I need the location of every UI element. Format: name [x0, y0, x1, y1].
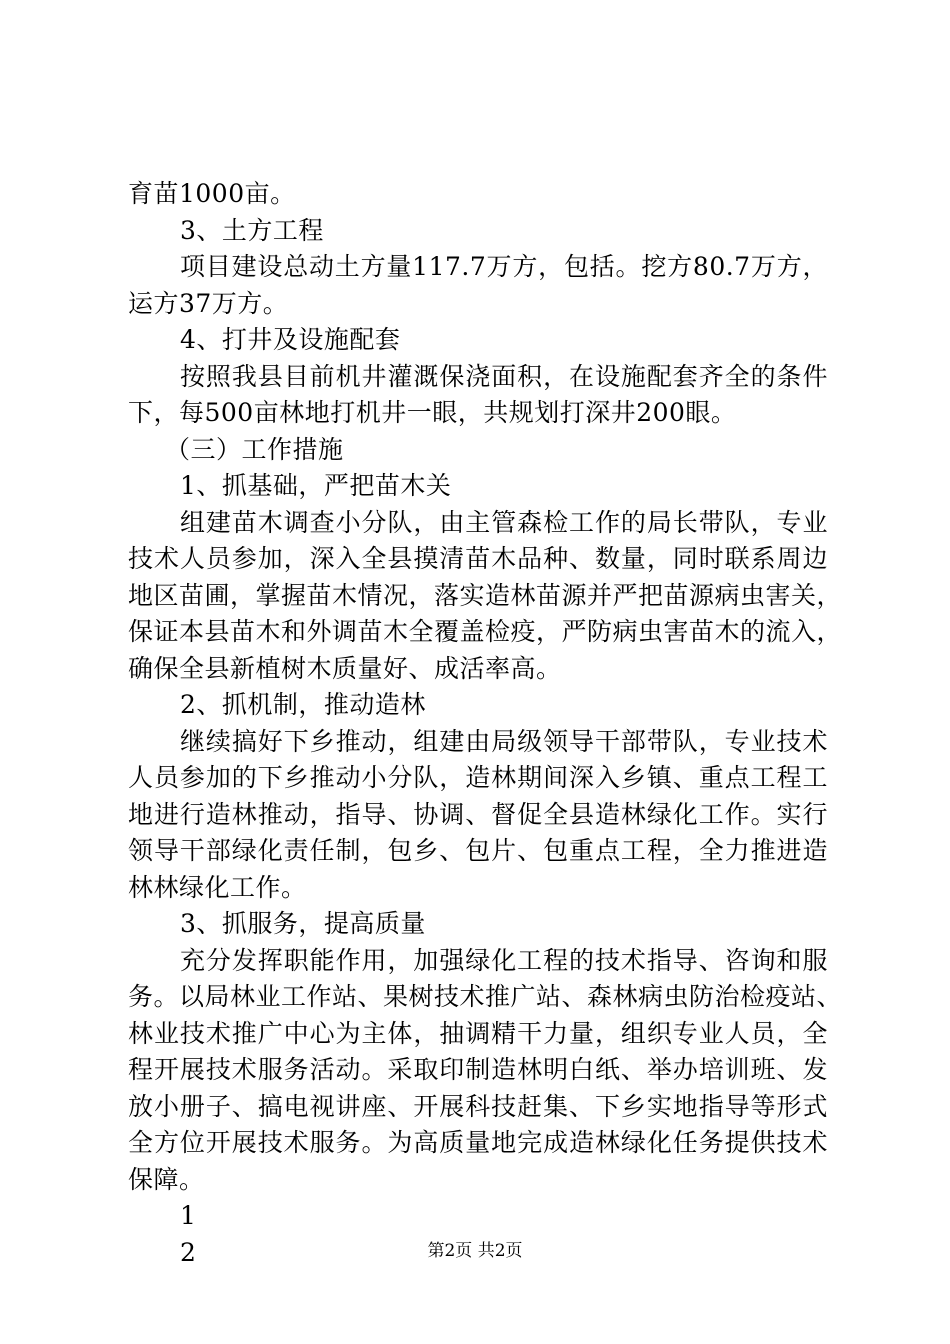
text-line: 全方位开展技术服务。为高质量地完成造林绿化任务提供技术 — [128, 1128, 828, 1157]
text-line: 充分发挥职能作用，加强绿化工程的技术指导、咨询和服 — [180, 945, 828, 975]
text-line: 林林绿化工作。 — [128, 872, 307, 902]
section-heading: 1、抓基础，严把苗木关 — [180, 471, 452, 500]
text-line: 领导干部绿化责任制，包乡、包片、包重点工程，全力推进造 — [128, 836, 828, 865]
section-heading: 2、抓机制，推动造林 — [180, 690, 426, 719]
section-heading: 4、打井及设施配套 — [180, 325, 401, 354]
text-line: 地区苗圃，掌握苗木情况，落实造林苗源并严把苗源病虫害关， — [128, 580, 843, 610]
text-line: 育苗1000亩。 — [128, 179, 296, 208]
text-line: 保障。 — [128, 1164, 205, 1194]
text-line: 运方37万方。 — [128, 288, 289, 318]
page-footer — [0, 1241, 950, 1261]
text-line: 项目建设总动土方量117.7万方，包括。挖方80.7万方， — [180, 252, 828, 281]
text-line: 人员参加的下乡推动小分队，造林期间深入乡镇、重点工程工 — [128, 763, 828, 792]
page-number: 第2页 共2页 — [427, 1241, 523, 1261]
text-line: 确保全县新植树木质量好、成活率高。 — [128, 653, 562, 683]
section-heading: 3、抓服务，提高质量 — [180, 909, 426, 938]
text-line: 程开展技术服务活动。采取印制造林明白纸、举办培训班、发 — [128, 1055, 828, 1084]
text-line: 下，每500亩林地打机井一眼，共规划打深井200眼。 — [128, 398, 737, 427]
text-line: 继续搞好下乡推动，组建由局级领导干部带队，专业技术 — [180, 726, 828, 756]
text-line: 地进行造林推动，指导、协调、督促全县造林绿化工作。实行 — [128, 799, 828, 829]
section-heading: 3、土方工程 — [180, 215, 324, 245]
text-line: 2 — [180, 1237, 197, 1267]
text-line: 林业技术推广中心为主体，抽调精干力量，组织专业人员，全 — [128, 1018, 828, 1048]
text-line: 技术人员参加，深入全县摸清苗木品种、数量，同时联系周边 — [128, 544, 828, 573]
section-heading: （三）工作措施 — [165, 434, 344, 464]
text-line: 1 — [180, 1201, 197, 1230]
document-body — [128, 176, 843, 1271]
text-line: 务。以局林业工作站、果树技术推广站、森林病虫防治检疫站、 — [128, 982, 843, 1011]
text-line: 组建苗木调查小分队，由主管森检工作的局长带队，专业 — [180, 507, 828, 537]
text-line: 按照我县目前机井灌溉保浇面积，在设施配套齐全的条件 — [180, 361, 828, 391]
text-line: 保证本县苗木和外调苗木全覆盖检疫，严防病虫害苗木的流入， — [128, 617, 843, 646]
text-line: 放小册子、搞电视讲座、开展科技赶集、下乡实地指导等形式 — [128, 1091, 828, 1121]
